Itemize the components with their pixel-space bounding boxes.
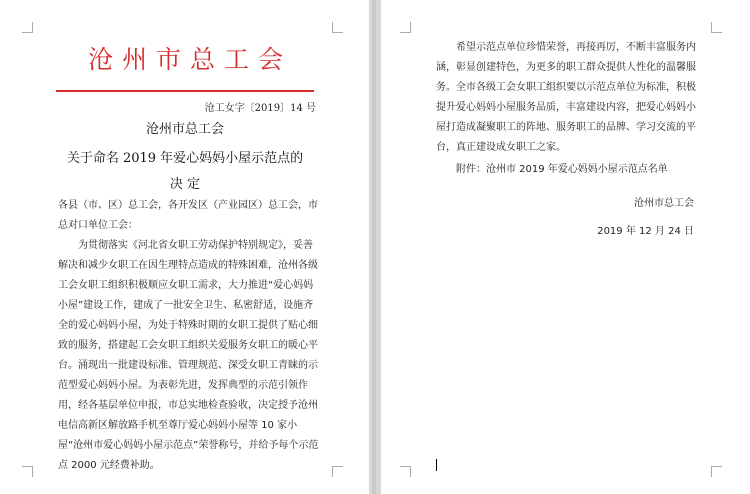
margin-corner-marker bbox=[22, 22, 33, 33]
margin-corner-marker bbox=[711, 466, 722, 477]
signature-org: 沧州市总工会 bbox=[634, 198, 694, 209]
attachment-note: 附件：沧州市 2019 年爱心妈妈小屋示范点名单 bbox=[456, 164, 668, 175]
body-paragraph-continued: 希望示范点单位珍惜荣誉，再接再厉，不断丰富服务内涵，彰显创建特色，为更多的职工群众提供人性化的温馨服务。全市各级工会女职工组织要以示范点单位为标准，积极提升爱心妈妈小屋服务品质，丰富建设内容，把爱心妈妈小屋打造成凝聚职工的阵地、服务职工的品牌、学习交流的平台，真正建设成女职工之家。 bbox=[436, 42, 696, 153]
title-line-3: 决 定 bbox=[169, 177, 201, 192]
document-page-2[interactable] bbox=[381, 0, 750, 494]
text-cursor bbox=[436, 459, 437, 471]
page-gutter bbox=[369, 0, 381, 494]
letterhead-title: 沧州市总工会 bbox=[87, 45, 292, 74]
document-page-1[interactable] bbox=[0, 0, 369, 494]
margin-corner-marker bbox=[332, 22, 343, 33]
title-line-1: 沧州市总工会 bbox=[145, 122, 224, 137]
margin-corner-marker bbox=[332, 466, 343, 477]
document-date: 2019 年 12 月 24 日 bbox=[597, 226, 694, 237]
margin-corner-marker bbox=[711, 22, 722, 33]
body-paragraph: 为贯彻落实《河北省女职工劳动保护特别规定》，妥善解决和减少女职工在因生理特点造成的特殊困难，沧州各级工会女职工组织积极顺应女职工需求，大力推进“爱心妈妈小屋”建设工作，建成了一批安全卫生、私密舒适，设施齐全的爱心妈妈小屋，为处于特殊时期的女职工提供了贴心细致的服务，搭建起工会女职工组织关爱服务女职工的暖心平台。涌现出一批建设标准、管理规范、深受女职工青睐的示范型爱心妈妈小屋。为表彰先进，发挥典型的示范引领作用，经各基层单位申报，市总实地检查验收，决定授予沧州电信高新区解放路手机至尊厅爱心妈妈小屋等 10 家小屋“沧州市爱心妈妈小屋示范点”荣誉称号，并给予每个示范点 2000 元经费补助。 bbox=[58, 240, 319, 471]
margin-corner-marker bbox=[400, 22, 411, 33]
letterhead-red-rule bbox=[56, 90, 314, 92]
salutation-text: 各县（市、区）总工会，各开发区（产业园区）总工会，市总对口单位工会： bbox=[58, 200, 318, 231]
title-line-2: 关于命名 2019 年爱心妈妈小屋示范点的 bbox=[66, 151, 304, 166]
margin-corner-marker bbox=[400, 466, 411, 477]
margin-corner-marker bbox=[22, 466, 33, 477]
document-number: 沧工女字〔2019〕14 号 bbox=[204, 103, 316, 114]
